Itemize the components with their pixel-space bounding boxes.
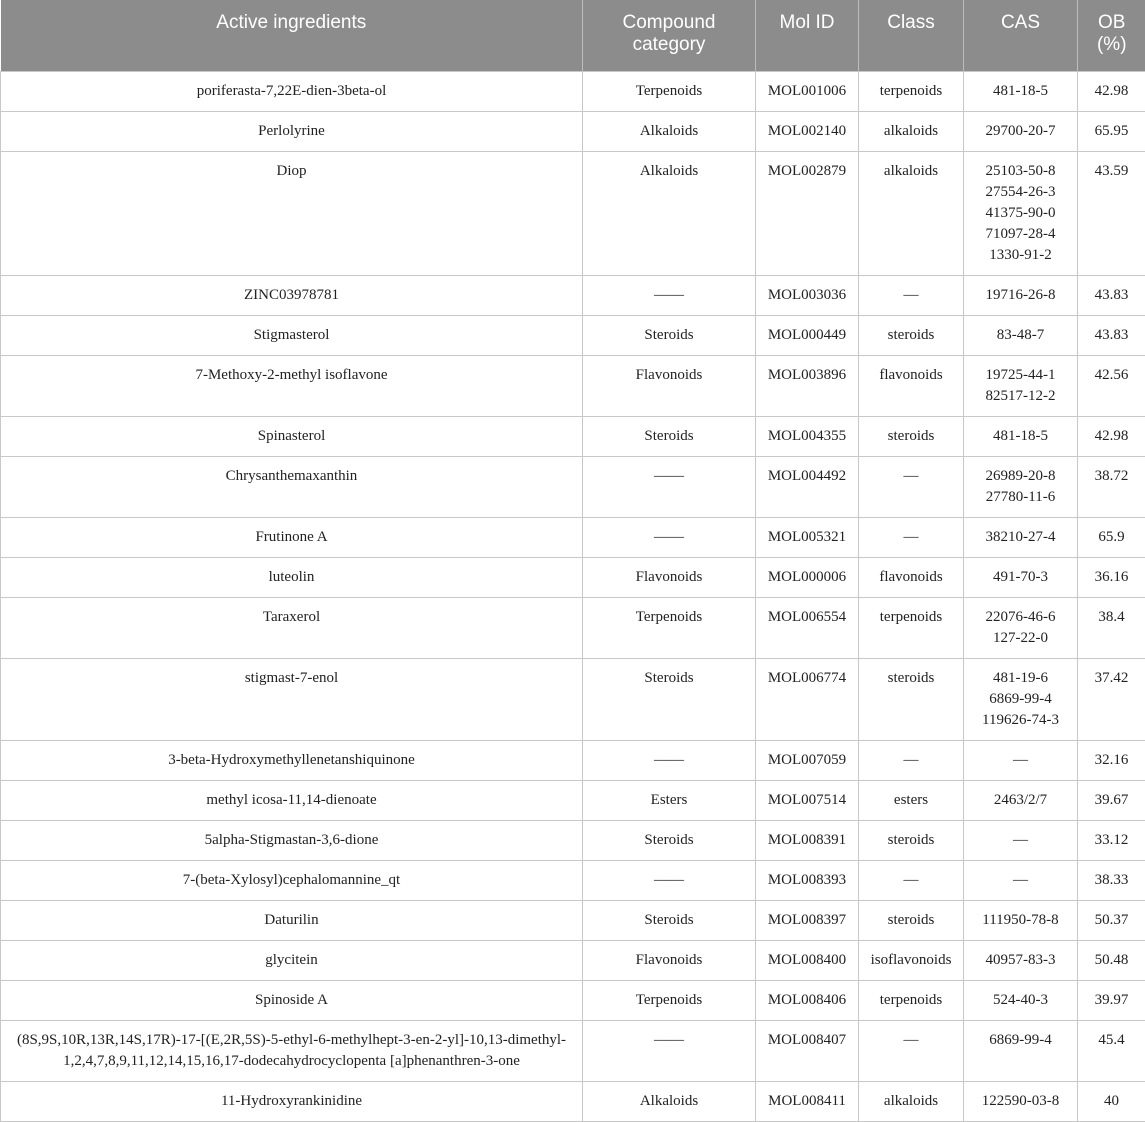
cas-cell bbox=[964, 152, 1078, 276]
cas-number: 524-40-3 bbox=[970, 990, 1071, 1011]
category-cell: Alkaloids bbox=[583, 1082, 756, 1122]
category-cell: Terpenoids bbox=[583, 598, 756, 659]
cas-cell bbox=[964, 276, 1078, 316]
mol-id-cell: MOL007514 bbox=[756, 781, 859, 821]
mol-id-cell: MOL007059 bbox=[756, 741, 859, 781]
class-cell: steroids bbox=[859, 316, 964, 356]
category-cell: Steroids bbox=[583, 316, 756, 356]
class-cell: alkaloids bbox=[859, 112, 964, 152]
ob-cell: 42.56 bbox=[1078, 356, 1145, 417]
table-row bbox=[1, 901, 1145, 941]
ingredient-cell: methyl icosa-11,14-dienoate bbox=[1, 781, 583, 821]
cas-cell bbox=[964, 112, 1078, 152]
class-cell: — bbox=[859, 861, 964, 901]
mol-id-cell: MOL002879 bbox=[756, 152, 859, 276]
cas-number: 111950-78-8 bbox=[970, 910, 1071, 931]
cas-number: 491-70-3 bbox=[970, 567, 1071, 588]
header-row bbox=[1, 0, 1145, 72]
cas-cell bbox=[964, 417, 1078, 457]
category-cell: Steroids bbox=[583, 417, 756, 457]
table-row bbox=[1, 659, 1145, 741]
cas-cell bbox=[964, 316, 1078, 356]
class-cell: steroids bbox=[859, 901, 964, 941]
ob-cell: 50.48 bbox=[1078, 941, 1145, 981]
cas-cell bbox=[964, 1082, 1078, 1122]
ob-cell: 65.9 bbox=[1078, 518, 1145, 558]
class-cell: terpenoids bbox=[859, 981, 964, 1021]
header-ob: OB (%) bbox=[1078, 0, 1145, 72]
table-row bbox=[1, 457, 1145, 518]
class-cell: — bbox=[859, 1021, 964, 1082]
table-row bbox=[1, 558, 1145, 598]
ingredient-cell: Diop bbox=[1, 152, 583, 276]
mol-id-cell: MOL008393 bbox=[756, 861, 859, 901]
mol-id-cell: MOL008397 bbox=[756, 901, 859, 941]
cas-number: 82517-12-2 bbox=[970, 386, 1071, 407]
class-cell: isoflavonoids bbox=[859, 941, 964, 981]
ob-cell: 38.33 bbox=[1078, 861, 1145, 901]
table-row bbox=[1, 417, 1145, 457]
class-cell: alkaloids bbox=[859, 152, 964, 276]
class-cell: alkaloids bbox=[859, 1082, 964, 1122]
class-cell: flavonoids bbox=[859, 558, 964, 598]
table-row bbox=[1, 152, 1145, 276]
cas-number: 19725-44-1 bbox=[970, 365, 1071, 386]
class-cell: terpenoids bbox=[859, 598, 964, 659]
table-row bbox=[1, 598, 1145, 659]
cas-number: 41375-90-0 bbox=[970, 203, 1071, 224]
ob-cell: 42.98 bbox=[1078, 72, 1145, 112]
cas-number: 6869-99-4 bbox=[970, 689, 1071, 710]
cas-number: 122590-03-8 bbox=[970, 1091, 1071, 1112]
cas-cell bbox=[964, 518, 1078, 558]
table-row bbox=[1, 981, 1145, 1021]
cas-number: — bbox=[970, 870, 1071, 891]
table-row bbox=[1, 1021, 1145, 1082]
table-row bbox=[1, 781, 1145, 821]
cas-cell bbox=[964, 781, 1078, 821]
ingredient-cell: 7-(beta-Xylosyl)cephalomannine_qt bbox=[1, 861, 583, 901]
cas-cell bbox=[964, 821, 1078, 861]
category-cell: Alkaloids bbox=[583, 152, 756, 276]
header-cas: CAS bbox=[964, 0, 1078, 72]
class-cell: — bbox=[859, 518, 964, 558]
ingredient-cell: (8S,9S,10R,13R,14S,17R)-17-[(E,2R,5S)-5-ethyl-6-methylhept-3-en-2-yl]-10,13-dimethyl-1,2,4,7,8,9,11,12,14,15,16,17-dodecahydrocyclopenta [a]phenanthren-3-one bbox=[1, 1021, 583, 1082]
category-cell: Flavonoids bbox=[583, 356, 756, 417]
ingredient-cell: Daturilin bbox=[1, 901, 583, 941]
category-cell: Terpenoids bbox=[583, 72, 756, 112]
cas-number: 38210-27-4 bbox=[970, 527, 1071, 548]
cas-cell bbox=[964, 741, 1078, 781]
ob-cell: 36.16 bbox=[1078, 558, 1145, 598]
mol-id-cell: MOL003036 bbox=[756, 276, 859, 316]
ob-cell: 43.83 bbox=[1078, 276, 1145, 316]
ingredient-cell: glycitein bbox=[1, 941, 583, 981]
mol-id-cell: MOL001006 bbox=[756, 72, 859, 112]
ingredient-cell: luteolin bbox=[1, 558, 583, 598]
ob-cell: 50.37 bbox=[1078, 901, 1145, 941]
header-class: Class bbox=[859, 0, 964, 72]
mol-id-cell: MOL000449 bbox=[756, 316, 859, 356]
mol-id-cell: MOL002140 bbox=[756, 112, 859, 152]
ob-cell: 43.83 bbox=[1078, 316, 1145, 356]
category-cell: —— bbox=[583, 861, 756, 901]
cas-cell bbox=[964, 901, 1078, 941]
cas-cell bbox=[964, 356, 1078, 417]
class-cell: terpenoids bbox=[859, 72, 964, 112]
cas-cell bbox=[964, 457, 1078, 518]
cas-number: 481-19-6 bbox=[970, 668, 1071, 689]
ob-cell: 45.4 bbox=[1078, 1021, 1145, 1082]
class-cell: — bbox=[859, 276, 964, 316]
ingredient-cell: stigmast-7-enol bbox=[1, 659, 583, 741]
ingredient-cell: Chrysanthemaxanthin bbox=[1, 457, 583, 518]
cas-number: 481-18-5 bbox=[970, 81, 1071, 102]
ob-cell: 32.16 bbox=[1078, 741, 1145, 781]
category-cell: Flavonoids bbox=[583, 558, 756, 598]
mol-id-cell: MOL006554 bbox=[756, 598, 859, 659]
table-row bbox=[1, 741, 1145, 781]
cas-number: 6869-99-4 bbox=[970, 1030, 1071, 1051]
cas-cell bbox=[964, 941, 1078, 981]
category-cell: Terpenoids bbox=[583, 981, 756, 1021]
ob-cell: 43.59 bbox=[1078, 152, 1145, 276]
cas-number: 127-22-0 bbox=[970, 628, 1071, 649]
cas-cell bbox=[964, 72, 1078, 112]
table-row bbox=[1, 72, 1145, 112]
category-cell: —— bbox=[583, 1021, 756, 1082]
ingredient-cell: ZINC03978781 bbox=[1, 276, 583, 316]
category-cell: —— bbox=[583, 457, 756, 518]
mol-id-cell: MOL008407 bbox=[756, 1021, 859, 1082]
cas-number: 26989-20-8 bbox=[970, 466, 1071, 487]
category-cell: —— bbox=[583, 276, 756, 316]
cas-cell bbox=[964, 598, 1078, 659]
mol-id-cell: MOL004492 bbox=[756, 457, 859, 518]
class-cell: steroids bbox=[859, 821, 964, 861]
table-row bbox=[1, 1082, 1145, 1122]
ingredient-cell: Spinasterol bbox=[1, 417, 583, 457]
cas-cell bbox=[964, 1021, 1078, 1082]
ingredient-cell: 11-Hydroxyrankinidine bbox=[1, 1082, 583, 1122]
category-cell: Flavonoids bbox=[583, 941, 756, 981]
ingredient-cell: Spinoside A bbox=[1, 981, 583, 1021]
cas-cell bbox=[964, 659, 1078, 741]
mol-id-cell: MOL004355 bbox=[756, 417, 859, 457]
cas-number: 1330-91-2 bbox=[970, 245, 1071, 266]
ob-cell: 38.72 bbox=[1078, 457, 1145, 518]
mol-id-cell: MOL008391 bbox=[756, 821, 859, 861]
ob-cell: 33.12 bbox=[1078, 821, 1145, 861]
cas-number: 19716-26-8 bbox=[970, 285, 1071, 306]
cas-number: 119626-74-3 bbox=[970, 710, 1071, 731]
cas-number: 27780-11-6 bbox=[970, 487, 1071, 508]
cas-number: 29700-20-7 bbox=[970, 121, 1071, 142]
cas-number: 25103-50-8 bbox=[970, 161, 1071, 182]
table-row bbox=[1, 821, 1145, 861]
ob-cell: 65.95 bbox=[1078, 112, 1145, 152]
mol-id-cell: MOL003896 bbox=[756, 356, 859, 417]
header-compound-category: Compound category bbox=[583, 0, 756, 72]
cas-number: 83-48-7 bbox=[970, 325, 1071, 346]
ingredient-cell: Perlolyrine bbox=[1, 112, 583, 152]
table-row bbox=[1, 276, 1145, 316]
class-cell: flavonoids bbox=[859, 356, 964, 417]
mol-id-cell: MOL008411 bbox=[756, 1082, 859, 1122]
ob-cell: 38.4 bbox=[1078, 598, 1145, 659]
cas-number: 22076-46-6 bbox=[970, 607, 1071, 628]
mol-id-cell: MOL008406 bbox=[756, 981, 859, 1021]
ingredient-cell: 3-beta-Hydroxymethyllenetanshiquinone bbox=[1, 741, 583, 781]
mol-id-cell: MOL008400 bbox=[756, 941, 859, 981]
category-cell: —— bbox=[583, 741, 756, 781]
cas-cell bbox=[964, 558, 1078, 598]
category-cell: Steroids bbox=[583, 821, 756, 861]
cas-number: — bbox=[970, 750, 1071, 771]
cas-number: — bbox=[970, 830, 1071, 851]
category-cell: Alkaloids bbox=[583, 112, 756, 152]
mol-id-cell: MOL005321 bbox=[756, 518, 859, 558]
ingredient-cell: poriferasta-7,22E-dien-3beta-ol bbox=[1, 72, 583, 112]
ob-cell: 39.67 bbox=[1078, 781, 1145, 821]
mol-id-cell: MOL006774 bbox=[756, 659, 859, 741]
mol-id-cell: MOL000006 bbox=[756, 558, 859, 598]
table-row bbox=[1, 356, 1145, 417]
cas-number: 27554-26-3 bbox=[970, 182, 1071, 203]
header-mol-id: Mol ID bbox=[756, 0, 859, 72]
table-row bbox=[1, 861, 1145, 901]
ingredient-cell: Taraxerol bbox=[1, 598, 583, 659]
cas-number: 40957-83-3 bbox=[970, 950, 1071, 971]
table-row bbox=[1, 112, 1145, 152]
ingredient-cell: 7-Methoxy-2-methyl isoflavone bbox=[1, 356, 583, 417]
class-cell: esters bbox=[859, 781, 964, 821]
table-row bbox=[1, 941, 1145, 981]
class-cell: — bbox=[859, 457, 964, 518]
ingredient-cell: Stigmasterol bbox=[1, 316, 583, 356]
class-cell: steroids bbox=[859, 417, 964, 457]
class-cell: — bbox=[859, 741, 964, 781]
category-cell: Esters bbox=[583, 781, 756, 821]
cas-number: 481-18-5 bbox=[970, 426, 1071, 447]
cas-cell bbox=[964, 981, 1078, 1021]
category-cell: Steroids bbox=[583, 659, 756, 741]
cas-number: 2463/2/7 bbox=[970, 790, 1071, 811]
ingredient-cell: Frutinone A bbox=[1, 518, 583, 558]
cas-cell bbox=[964, 861, 1078, 901]
ob-cell: 37.42 bbox=[1078, 659, 1145, 741]
category-cell: —— bbox=[583, 518, 756, 558]
cas-number: 71097-28-4 bbox=[970, 224, 1071, 245]
header-active-ingredients: Active ingredients bbox=[1, 0, 583, 72]
category-cell: Steroids bbox=[583, 901, 756, 941]
table-row bbox=[1, 316, 1145, 356]
table-body bbox=[1, 72, 1145, 1122]
ob-cell: 40 bbox=[1078, 1082, 1145, 1122]
ob-cell: 39.97 bbox=[1078, 981, 1145, 1021]
ob-cell: 42.98 bbox=[1078, 417, 1145, 457]
class-cell: steroids bbox=[859, 659, 964, 741]
table-row bbox=[1, 518, 1145, 558]
ingredient-cell: 5alpha-Stigmastan-3,6-dione bbox=[1, 821, 583, 861]
